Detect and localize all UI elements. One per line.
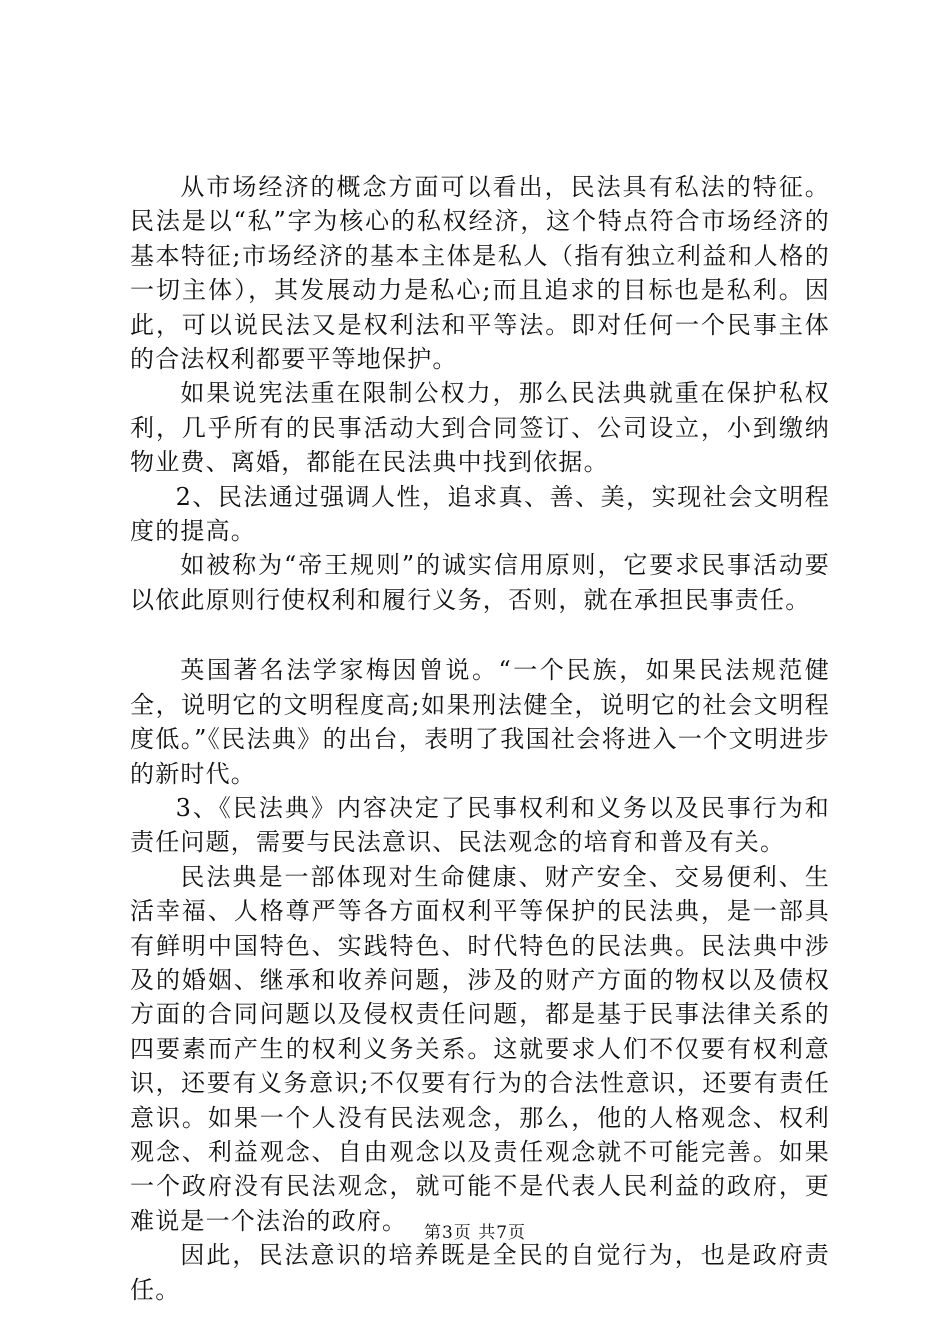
paragraph-spacer	[130, 617, 830, 653]
paragraph-constitution-comparison: 如果说宪法重在限制公权力，那么民法典就重在保护私权利，几乎所有的民事活动大到合同签订、公司设立，小到缴纳物业费、离婚，都能在民法典中找到依据。	[130, 379, 830, 477]
paragraph-market-economy: 从市场经济的概念方面可以看出，民法具有私法的特征。民法是以“私”字为核心的私权经济，这个特点符合市场经济的基本特征;市场经济的基本主体是私人（指有独立利益和人格的一切主体），其发展动力是私心;而且追求的目标也是私利。因此，可以说民法又是权利法和平等法。即对任何一个民事主体的合法权利都要平等地保护。	[130, 173, 830, 374]
paragraph-maine-quote: 英国著名法学家梅因曾说。“一个民族，如果民法规范健全，说明它的文明程度高;如果刑法健全，说明它的社会文明程度低。”《民法典》的出台，表明了我国社会将进入一个文明进步的新时代。	[130, 656, 830, 788]
paragraph-civil-code-description: 民法典是一部体现对生命健康、财产安全、交易便利、生活幸福、人格尊严等各方面权利平等保护的民法典，是一部具有鲜明中国特色、实践特色、时代特色的民法典。民法典中涉及的婚姻、继承和收养问题，涉及的财产方面的物权以及债权方面的合同问题以及侵权责任问题，都是基于民事法律关系的四要素而产生的权利义务关系。这就要求人们不仅要有权利意识，还要有义务意识;不仅要有行为的合法性意识，还要有责任意识。如果一个人没有民法观念，那么，他的人格观念、权利观念、利益观念、自由观念以及责任观念就不可能完善。如果一个政府没有民法观念，就可能不是代表人民利益的政府，更难说是一个法治的政府。	[130, 862, 830, 1235]
paragraph-conclusion: 因此，民法意识的培养既是全民的自觉行为，也是政府责任。	[130, 1241, 830, 1304]
document-body	[130, 170, 830, 1307]
paragraph-good-faith-principle: 如被称为“帝王规则”的诚实信用原则，它要求民事活动要以依此原则行使权利和履行义务，否则，就在承担民事责任。	[130, 551, 830, 614]
paragraph-point-3: 3、《民法典》内容决定了民事权利和义务以及民事行为和责任问题，需要与民法意识、民法观念的培育和普及有关。	[130, 793, 830, 857]
paragraph-point-2: 2、民法通过强调人性，追求真、善、美，实现社会文明程度的提高。	[130, 482, 830, 546]
page-number-footer: 第3页 共7页	[423, 1223, 527, 1243]
